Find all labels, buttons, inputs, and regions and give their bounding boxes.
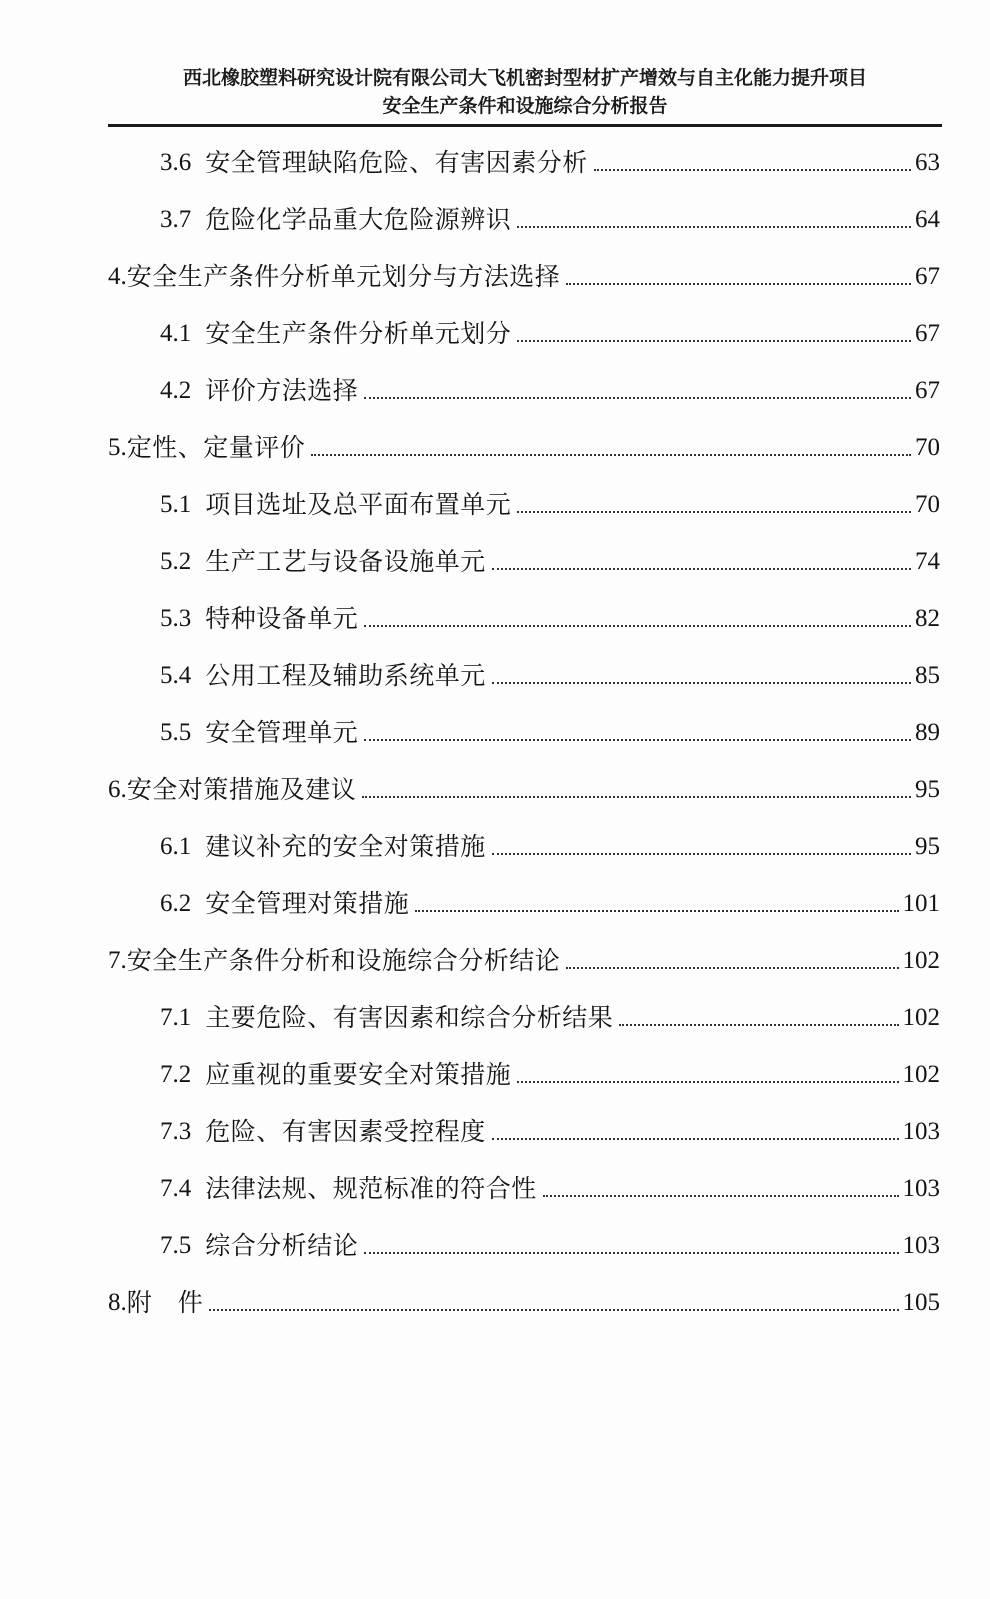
toc-entry-title: 安全管理单元: [205, 718, 359, 747]
toc-entry-8[interactable]: [108, 1280, 940, 1320]
toc-entry-5-1[interactable]: [160, 482, 940, 522]
toc-entry-title: 生产工艺与设备设施单元: [205, 547, 486, 576]
toc-entry-page: 95: [915, 833, 940, 860]
toc-entry-5[interactable]: [108, 425, 940, 465]
toc-entry-7-2[interactable]: [160, 1052, 940, 1092]
toc-entry-page: 70: [915, 491, 940, 518]
toc-entry-title: 附 件: [126, 1288, 204, 1317]
toc-entry-page: 67: [915, 263, 940, 290]
toc-entry-number: 3.7: [160, 206, 192, 233]
toc-entry-6-2[interactable]: [160, 881, 940, 921]
toc-dot-leader: [619, 1024, 898, 1026]
toc-entry-title: 安全生产条件分析单元划分与方法选择: [126, 262, 561, 291]
toc-entry-page: 82: [915, 605, 940, 632]
header-rule: [108, 124, 942, 127]
toc-entry-4-2[interactable]: [160, 368, 940, 408]
toc-entry-number: 7.1: [160, 1004, 192, 1031]
toc-dot-leader: [209, 1309, 898, 1311]
toc-entry-title: 综合分析结论: [205, 1231, 359, 1260]
toc-entry-5-2[interactable]: [160, 539, 940, 579]
toc-entry-page: 105: [902, 1289, 940, 1316]
toc-entry-number: 6.1: [160, 833, 192, 860]
toc-entry-number: 7.5: [160, 1232, 192, 1259]
toc-dot-leader: [594, 169, 911, 171]
toc-entry-5-3[interactable]: [160, 596, 940, 636]
running-header: [110, 64, 940, 120]
toc-entry-number: 6.2: [160, 890, 192, 917]
toc-entry-title: 建议补充的安全对策措施: [205, 832, 486, 861]
toc-entry-number: 8.: [108, 1289, 127, 1316]
toc-entry-5-4[interactable]: [160, 653, 940, 693]
toc-entry-7-1[interactable]: [160, 995, 940, 1035]
toc-entry-page: 103: [902, 1232, 940, 1259]
toc-entry-page: 95: [915, 776, 940, 803]
header-title-line-1: 西北橡胶塑料研究设计院有限公司大飞机密封型材扩产增效与自主化能力提升项目: [182, 67, 867, 89]
toc-entry-number: 4.1: [160, 320, 192, 347]
toc-entry-number: 7.: [108, 947, 127, 974]
toc-entry-number: 4.: [108, 263, 127, 290]
toc-entry-4-1[interactable]: [160, 311, 940, 351]
toc-dot-leader: [566, 283, 911, 285]
toc-entry-page: 101: [902, 890, 940, 917]
toc-dot-leader: [517, 226, 911, 228]
toc-dot-leader: [517, 1081, 898, 1083]
toc-entry-number: 7.3: [160, 1118, 192, 1145]
toc-entry-page: 70: [915, 434, 940, 461]
toc-dot-leader: [543, 1195, 899, 1197]
toc-entry-title: 评价方法选择: [205, 376, 359, 405]
toc-dot-leader: [362, 796, 911, 798]
toc-dot-leader: [492, 682, 911, 684]
toc-dot-leader: [566, 967, 898, 969]
toc-entry-7-4[interactable]: [160, 1166, 940, 1206]
toc-entry-number: 5.5: [160, 719, 192, 746]
toc-entry-page: 89: [915, 719, 940, 746]
toc-entry-number: 5.: [108, 434, 127, 461]
toc-entry-title: 安全生产条件分析和设施综合分析结论: [126, 946, 561, 975]
toc-entry-number: 4.2: [160, 377, 192, 404]
toc-entry-5-5[interactable]: [160, 710, 940, 750]
toc-entry-title: 安全对策措施及建议: [126, 775, 357, 804]
toc-entry-page: 67: [915, 377, 940, 404]
toc-entry-title: 公用工程及辅助系统单元: [205, 661, 486, 690]
toc-entry-page: 63: [915, 149, 940, 176]
header-title-line-2: 安全生产条件和设施综合分析报告: [382, 95, 668, 117]
toc-dot-leader: [364, 625, 911, 627]
toc-entry-page: 103: [902, 1175, 940, 1202]
toc-dot-leader: [364, 1252, 898, 1254]
toc-entry-7[interactable]: [108, 938, 940, 978]
toc-entry-page: 74: [915, 548, 940, 575]
toc-entry-number: 7.2: [160, 1061, 192, 1088]
toc-dot-leader: [492, 568, 911, 570]
toc-entry-title: 项目选址及总平面布置单元: [205, 490, 512, 519]
toc-dot-leader: [415, 910, 898, 912]
toc-entry-6-1[interactable]: [160, 824, 940, 864]
toc-entry-7-3[interactable]: [160, 1109, 940, 1149]
toc-entry-title: 危险、有害因素受控程度: [205, 1117, 486, 1146]
toc-entry-page: 67: [915, 320, 940, 347]
toc-entry-number: 5.2: [160, 548, 192, 575]
toc-entry-3-7[interactable]: [160, 197, 940, 237]
toc-dot-leader: [517, 340, 911, 342]
toc-entry-page: 103: [902, 1118, 940, 1145]
toc-dot-leader: [517, 511, 911, 513]
toc-entry-7-5[interactable]: [160, 1223, 940, 1263]
toc-entry-4[interactable]: [108, 254, 940, 294]
toc-dot-leader: [492, 1138, 899, 1140]
toc-entry-title: 特种设备单元: [205, 604, 359, 633]
toc-dot-leader: [364, 739, 911, 741]
toc-dot-leader: [492, 853, 911, 855]
toc-entry-title: 法律法规、规范标准的符合性: [205, 1174, 537, 1203]
toc-entry-page: 85: [915, 662, 940, 689]
toc-entry-6[interactable]: [108, 767, 940, 807]
toc-entry-number: 5.1: [160, 491, 192, 518]
toc-entry-title: 危险化学品重大危险源辨识: [205, 205, 512, 234]
toc-entry-title: 应重视的重要安全对策措施: [205, 1060, 512, 1089]
toc-entry-number: 7.4: [160, 1175, 192, 1202]
toc-entry-page: 102: [902, 1004, 940, 1031]
toc-entry-title: 安全管理缺陷危险、有害因素分析: [205, 148, 588, 177]
toc-entry-3-6[interactable]: [160, 140, 940, 180]
toc-entry-page: 102: [902, 947, 940, 974]
toc-entry-page: 102: [902, 1061, 940, 1088]
toc-entry-number: 3.6: [160, 149, 192, 176]
toc-dot-leader: [364, 397, 911, 399]
toc-entry-number: 5.3: [160, 605, 192, 632]
toc-entry-number: 5.4: [160, 662, 192, 689]
toc-entry-title: 定性、定量评价: [126, 433, 306, 462]
toc-entry-title: 主要危险、有害因素和综合分析结果: [205, 1003, 614, 1032]
toc-entry-page: 64: [915, 206, 940, 233]
toc-entry-number: 6.: [108, 776, 127, 803]
toc-dot-leader: [311, 454, 911, 456]
toc-entry-title: 安全管理对策措施: [205, 889, 410, 918]
toc-entry-title: 安全生产条件分析单元划分: [205, 319, 512, 348]
